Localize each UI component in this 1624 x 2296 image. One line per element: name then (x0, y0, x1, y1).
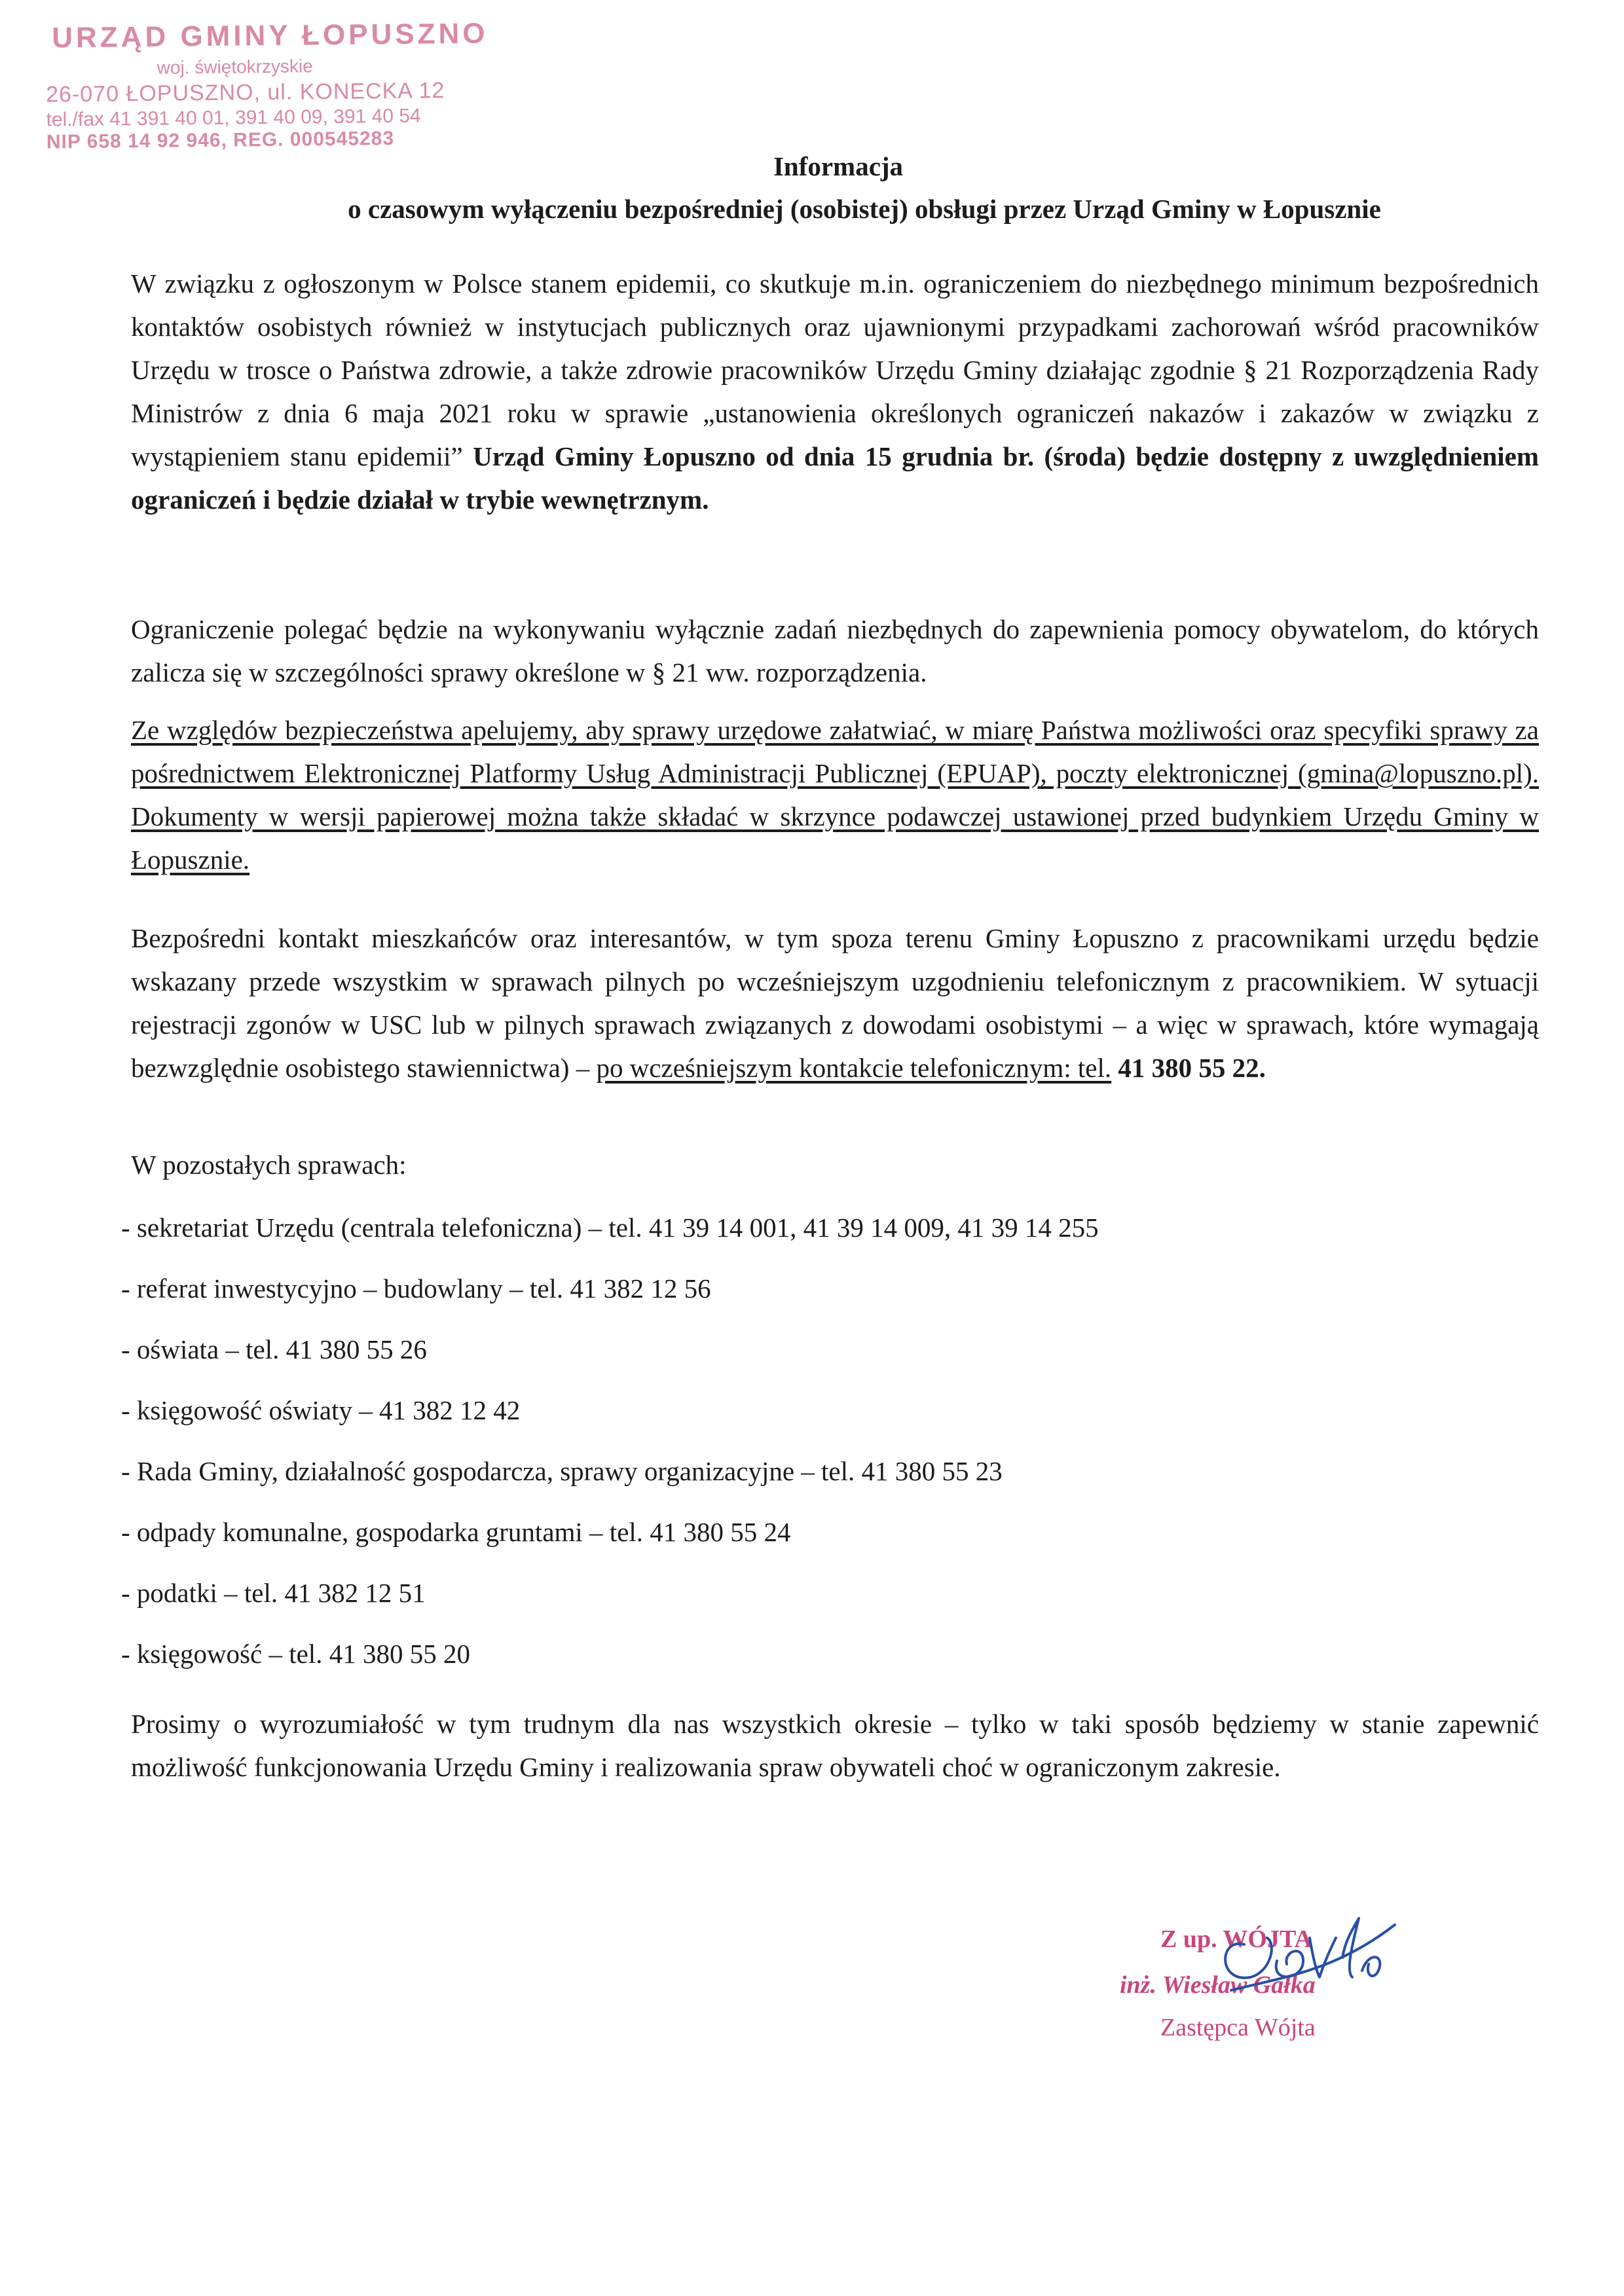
contact-item-taxes: - podatki – tel. 41 382 12 51 (121, 1578, 426, 1608)
paragraph-closing: Prosimy o wyrozumiałość w tym trudnym dla nas wszystkich okresie – tylko w taki sposób będziemy w stanie zapewnić możliwość funkcjonowania Urzędu Gminy i realizowania spraw obywateli choć w ograniczonym zakresie. (131, 1709, 1539, 1782)
paragraph-direct-contact (131, 917, 1539, 1089)
contact-item-education: - oświata – tel. 41 380 55 26 (121, 1334, 427, 1364)
contact-item-secretariat: - sekretariat Urzędu (centrala telefoniczna) – tel. 41 39 14 001, 41 39 14 009, 41 39 14 255 (121, 1212, 1099, 1243)
stamp-line-nip: NIP 658 14 92 946, REG. 000545283 (46, 127, 395, 153)
stamp-line-address: 26-070 ŁOPUSZNO, ul. KONECKA 12 (45, 78, 445, 107)
paragraph-restriction: Ograniczenie polegać będzie na wykonywaniu wyłącznie zadań niezbędnych do zapewnienia pomocy obywatelom, do których zalicza się w szczególności sprawy określone w § 21 ww. rozporządzenia. (131, 614, 1539, 687)
document-title: Informacja (773, 151, 904, 181)
contact-item-accounting: - księgowość – tel. 41 380 55 20 (121, 1639, 470, 1669)
stamp-line-voivodeship: woj. świętokrzyskie (157, 56, 313, 78)
contact-item-waste: - odpady komunalne, gospodarka gruntami – tel. 41 380 55 24 (121, 1517, 791, 1547)
contact-item-education-accounting: - księgowość oświaty – 41 382 12 42 (121, 1395, 521, 1425)
other-matters-lead: W pozostałych sprawach: (131, 1150, 407, 1180)
contact-list (121, 1208, 1099, 1695)
signature-position: Zastępca Wójta (1160, 2014, 1316, 2041)
stamp-line-phone: tel./fax 41 391 40 01, 391 40 09, 391 40 54 (46, 105, 421, 131)
signature-name: inż. Wiesław Gałka (1120, 1971, 1316, 1999)
usc-phone-number: 41 380 55 22. (1111, 1053, 1266, 1083)
paragraph-direct-contact-underlined: po wcześniejszym kontakcie telefonicznym: tel. (596, 1053, 1112, 1083)
paragraph-epidemic (131, 262, 1539, 521)
document-subtitle: o czasowym wyłączeniu bezpośredniej (osobistej) obsługi przez Urząd Gminy w Łopusznie (348, 194, 1381, 224)
handwritten-signature-icon (1205, 1899, 1401, 1997)
paragraph-direct-contact-text: Bezpośredni kontakt mieszkańców oraz interesantów, w tym spoza terenu Gminy Łopuszno z pracownikami urzędu będzie wskazany przede wszystkim w sprawach pilnych po wcześniejszym uzgodnieniu telefonicznym z pracownikiem. W sytuacji rejestracji zgonów w USC lub w pilnych sprawach związanych z dowodami osobistymi – a więc w sprawach, które wymagają bezwzględnie osobistego stawiennictwa) – (131, 923, 1539, 1083)
paragraph-safety-appeal: Ze względów bezpieczeństwa apelujemy, aby sprawy urzędowe załatwiać, w miarę Państwa możliwości oraz specyfiki sprawy za pośrednictwem Elektronicznej Platformy Usług Administracji Publicznej (EPUAP), poczty elektronicznej (gmina@lopuszno.pl). Dokumenty w wersji papierowej można także składać w skrzynce podawczej ustawionej przed budynkiem Urzędu Gminy w Łopusznie. (131, 715, 1539, 875)
signature-role: Z up. WÓJTA (1160, 1925, 1312, 1953)
paragraph-epidemic-bold: Urząd Gminy Łopuszno od dnia 15 grudnia br. (środa) będzie dostępny z uwzględnieniem ograniczeń i będzie działał w trybie wewnętrznym. (131, 441, 1539, 515)
contact-item-investment: - referat inwestycyjno – budowlany – tel. 41 382 12 56 (121, 1273, 711, 1303)
paragraph-epidemic-text: W związku z ogłoszonym w Polsce stanem epidemii, co skutkuje m.in. ograniczeniem do niezbędnego minimum bezpośrednich kontaktów osobistych również w instytucjach publicznych oraz ujawnionymi przypadkami zachorowań wśród pracowników Urzędu w trosce o Państwa zdrowie, a także zdrowie pracowników Urzędu Gminy działając zgodnie § 21 Rozporządzenia Rady Ministrów z dnia 6 maja 2021 roku w sprawie „ustanowienia określonych ograniczeń nakazów i zakazów w związku z wystąpieniem stanu epidemii” (131, 268, 1539, 471)
stamp-line-office: URZĄD GMINY ŁOPUSZNO (51, 17, 489, 54)
office-stamp (45, 17, 492, 153)
contact-item-council: - Rada Gminy, działalność gospodarcza, sprawy organizacyjne – tel. 41 380 55 23 (121, 1456, 1003, 1486)
